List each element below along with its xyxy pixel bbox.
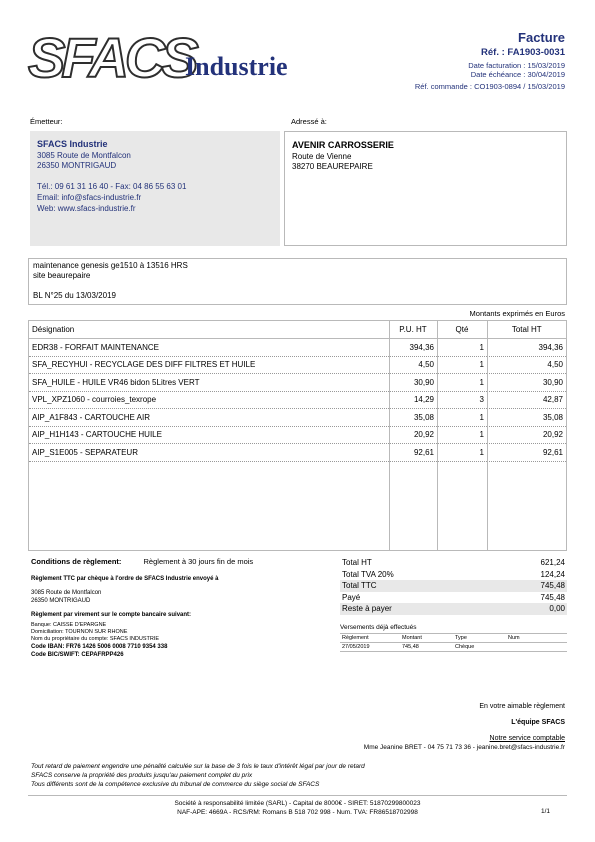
bic: Code BIC/SWIFT: CEPAFRPP426 <box>31 652 124 658</box>
order-ref: Réf. commande : CO1903-0894 / 15/03/2019 <box>414 82 565 91</box>
currency-note: Montants exprimés en Euros <box>469 309 565 318</box>
emitter-address1: 3085 Route de Montfalcon <box>37 151 131 160</box>
cheque-address1: 3085 Route de Montfalcon <box>31 590 102 596</box>
cell-designation: SFA_RECYHUI - RECYCLAGE DES DIFF FILTRES ET HUILE <box>32 360 256 370</box>
company-logo <box>28 26 318 90</box>
totals-block <box>340 557 567 615</box>
cell-designation: SFA_HUILE - HUILE VR46 bidon 5Litres VERT <box>32 377 200 387</box>
cell-designation: AIP_S1E005 - SEPARATEUR <box>32 447 138 457</box>
conditions-value: Règlement à 30 jours fin de mois <box>143 557 254 566</box>
cell-qty: 3 <box>479 395 484 405</box>
signature-block <box>364 702 565 752</box>
iban: Code IBAN: FR76 1426 5006 0008 7710 9354 338 <box>31 644 168 650</box>
invoice-lines-box <box>28 320 567 551</box>
total-label: Total TTC <box>342 581 377 591</box>
cell-pu: 92,61 <box>413 447 434 457</box>
pay-col-reglement: Règlement <box>342 635 369 641</box>
emitter-box <box>30 131 280 246</box>
recipient-name: AVENIR CARROSSERIE <box>292 140 394 150</box>
total-label: Total HT <box>342 558 372 568</box>
cell-total: 20,92 <box>542 430 563 440</box>
pay-col-montant: Montant <box>402 635 422 641</box>
transfer-title: Règlement par virement sur le compte bancaire suivant: <box>31 612 192 618</box>
footer <box>28 799 567 817</box>
total-row <box>340 569 567 581</box>
col-pu: P.U. HT <box>389 321 437 339</box>
recipient-label: Adressé à: <box>291 117 327 126</box>
table-row <box>29 391 566 409</box>
legal-line-2: SFACS conserve la propriété des produits jusqu'au paiement complet du prix <box>31 772 253 779</box>
payment-row <box>340 643 567 652</box>
total-label: Reste à payer <box>342 604 392 614</box>
bank-name: Banque: CAISSE D'EPARGNE <box>31 622 107 628</box>
cell-qty: 1 <box>479 360 484 370</box>
legal-line-3: Tous différents sont de la compétence exclusive du tribunal de commerce du siège social de SFACS <box>31 781 320 788</box>
total-row <box>340 580 567 592</box>
footer-line-2: NAF-APE: 4669A - RCS/RM: Romans B 518 702 998 - Num. TVA: FR86518702998 <box>177 809 418 816</box>
due-date: Date échéance : 30/04/2019 <box>470 70 565 79</box>
total-label: Total TVA 20% <box>342 569 394 579</box>
cheque-address2: 26350 MONTRIGAUD <box>31 598 91 604</box>
recipient-address1: Route de Vienne <box>292 152 352 161</box>
cell-pu: 30,90 <box>413 377 434 387</box>
payments-done-title: Versements déjà effectués <box>340 624 417 631</box>
emitter-name: SFACS Industrie <box>37 139 108 149</box>
pay-date: 27/05/2019 <box>342 644 370 650</box>
team-name: L'équipe SFACS <box>511 719 565 726</box>
pay-col-num: Num <box>508 635 520 641</box>
payments-done <box>340 624 567 652</box>
cell-qty: 1 <box>479 447 484 457</box>
col-total: Total HT <box>487 321 566 339</box>
pay-amount: 745,48 <box>402 644 419 650</box>
table-row <box>29 356 566 374</box>
cell-total: 42,87 <box>542 395 563 405</box>
note-line-2: site beaurepaire <box>33 271 91 280</box>
total-row <box>340 603 567 615</box>
legal-line-1: Tout retard de paiement engendre une pénalité calculée sur la base de 3 fois le taux d'intérêt légal par jour de retard <box>31 763 365 770</box>
emitter-phone: Tél.: 09 61 31 16 40 - Fax: 04 86 55 63 01 <box>37 182 187 191</box>
table-row <box>29 426 566 444</box>
cell-pu: 14,29 <box>413 395 434 405</box>
bank-domiciliation: Domiciliation: TOURNON SUR RHONE <box>31 629 128 635</box>
invoice-header <box>415 30 565 91</box>
cell-pu: 394,36 <box>409 342 434 352</box>
cell-total: 92,61 <box>542 447 563 457</box>
cell-designation: VPL_XPZ1060 - courroies_texrope <box>32 395 157 405</box>
cell-designation: AIP_A1F843 - CARTOUCHE AIR <box>32 412 150 422</box>
cell-pu: 20,92 <box>413 430 434 440</box>
cell-total: 4,50 <box>547 360 563 370</box>
note-line-3: BL N°25 du 13/03/2019 <box>33 291 116 300</box>
pay-type: Chèque <box>455 644 475 650</box>
recipient-address2: 38270 BEAUREPAIRE <box>292 162 373 171</box>
invoice-lines-table <box>29 321 566 462</box>
greeting: En votre aimable règlement <box>479 703 565 710</box>
cell-designation: EDR38 - FORFAIT MAINTENANCE <box>32 342 159 352</box>
notes-box <box>28 258 567 305</box>
cell-qty: 1 <box>479 377 484 387</box>
cheque-title: Règlement TTC par chèque à l'ordre de SFACS Industrie envoyé à <box>31 576 219 582</box>
footer-line-1: Société à responsabilité limitée (SARL) - Capital de 8000€ - SIRET: 51870299800023 <box>174 800 421 807</box>
col-qty: Qté <box>437 321 487 339</box>
emitter-label: Émetteur: <box>30 117 63 126</box>
legal-notes <box>31 762 365 789</box>
emitter-address2: 26350 MONTRIGAUD <box>37 161 117 170</box>
table-row <box>29 339 566 357</box>
cell-pu: 4,50 <box>418 360 434 370</box>
cell-total: 30,90 <box>542 377 563 387</box>
cell-total: 35,08 <box>542 412 563 422</box>
cell-total: 394,36 <box>538 342 563 352</box>
invoice-ref: Réf. : FA1903-0031 <box>481 47 565 58</box>
accounting-service: Notre service comptable <box>489 735 565 742</box>
invoice-date: Date facturation : 15/03/2019 <box>468 61 565 70</box>
total-value: 745,48 <box>540 592 565 602</box>
total-row <box>340 592 567 604</box>
note-line-1: maintenance genesis ge1510 à 13516 HRS <box>33 261 188 270</box>
payments-header <box>340 633 567 643</box>
total-value: 0,00 <box>549 604 565 614</box>
conditions-label: Conditions de règlement: <box>31 557 122 566</box>
pay-col-type: Type <box>455 635 467 641</box>
cell-qty: 1 <box>479 412 484 422</box>
table-row <box>29 409 566 427</box>
page-number: 1/1 <box>540 808 550 815</box>
cell-qty: 1 <box>479 430 484 440</box>
account-owner: Nom du propriétaire du compte: SFACS INDUSTRIE <box>31 636 160 642</box>
payment-details <box>31 575 321 659</box>
table-row <box>29 444 566 462</box>
cell-qty: 1 <box>479 342 484 352</box>
total-label: Payé <box>342 592 361 602</box>
emitter-web: Web: www.sfacs-industrie.fr <box>37 204 136 213</box>
cell-pu: 35,08 <box>413 412 434 422</box>
table-row <box>29 374 566 392</box>
cell-designation: AIP_H1H143 - CARTOUCHE HUILE <box>32 430 162 440</box>
col-designation: Désignation <box>32 325 75 334</box>
total-value: 745,48 <box>540 581 565 591</box>
invoice-title: Facture <box>518 30 565 45</box>
payment-conditions <box>31 557 253 566</box>
accounting-contact: Mme Jeanine BRET - 04 75 71 73 36 - jeanine.bret@sfacs-industrie.fr <box>363 744 565 751</box>
recipient-box <box>284 131 567 246</box>
logo-wordmark: SFACS <box>28 26 195 89</box>
total-value: 621,24 <box>540 558 565 568</box>
total-value: 124,24 <box>540 569 565 579</box>
total-row <box>340 557 567 569</box>
logo-subtitle: Industrie <box>185 52 288 81</box>
emitter-email: Email: info@sfacs-industrie.fr <box>37 193 142 202</box>
